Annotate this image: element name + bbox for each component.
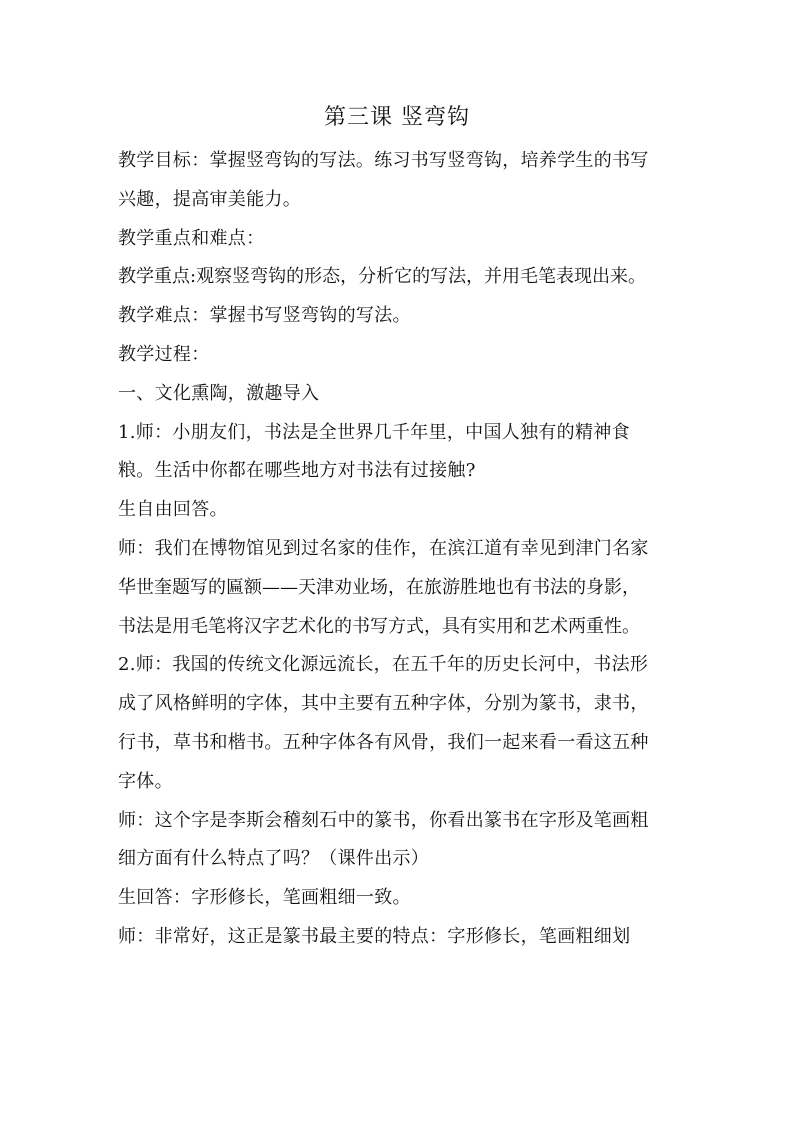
paragraph-line: 教学重点和难点：: [118, 227, 265, 249]
paragraph-line: 生自由回答。: [118, 499, 228, 521]
paragraph-line: 师：我们在博物馆见到过名家的佳作，在滨江道有幸见到津门名家: [118, 537, 649, 559]
paragraph-line: 成了风格鲜明的字体，其中主要有五种字体，分别为篆书，隶书，: [118, 693, 649, 715]
paragraph-line: 2.师：我国的传统文化源远流长，在五千年的历史长河中，书法形: [118, 654, 649, 676]
paragraph-line: 兴趣，提高审美能力。: [118, 188, 301, 210]
paragraph-line: 1.师：小朋友们，书法是全世界几千年里，中国人独有的精神食: [118, 421, 630, 443]
paragraph-line: 粮。生活中你都在哪些地方对书法有过接触?: [118, 460, 476, 482]
paragraph-line: 行书，草书和楷书。五种字体各有风骨，我们一起来看一看这五种: [118, 731, 649, 753]
paragraph-line: 教学目标：掌握竖弯钩的写法。练习书写竖弯钩，培养学生的书写: [118, 150, 649, 171]
lesson-body: [118, 142, 678, 957]
paragraph-line: 生回答：字形修长，笔画粗细一致。: [118, 887, 411, 909]
section-heading: 一、文化熏陶，激趣导入: [118, 382, 320, 404]
paragraph-line: 字体。: [118, 770, 173, 792]
paragraph-line: 细方面有什么特点了吗？（课件出示）: [118, 848, 430, 870]
paragraph-line: 师：这个字是李斯会稽刻石中的篆书，你看出篆书在字形及笔画粗: [118, 809, 649, 831]
paragraph-line: 书法是用毛笔将汉字艺术化的书写方式，具有实用和艺术两重性。: [118, 615, 640, 637]
paragraph-line: 教学难点：掌握书写竖弯钩的写法。: [118, 305, 411, 327]
paragraph-line: 华世奎题写的匾额——天津劝业场，在旅游胜地也有书法的身影，: [118, 576, 640, 598]
paragraph-line: 教学重点:观察竖弯钩的形态，分析它的写法，并用毛笔表现出来。: [118, 266, 647, 288]
paragraph-line: 教学过程：: [118, 343, 210, 365]
lesson-title: 第三课 竖弯钩: [324, 105, 470, 130]
paragraph-line: 师：非常好，这正是篆书最主要的特点：字形修长，笔画粗细划: [118, 925, 631, 947]
